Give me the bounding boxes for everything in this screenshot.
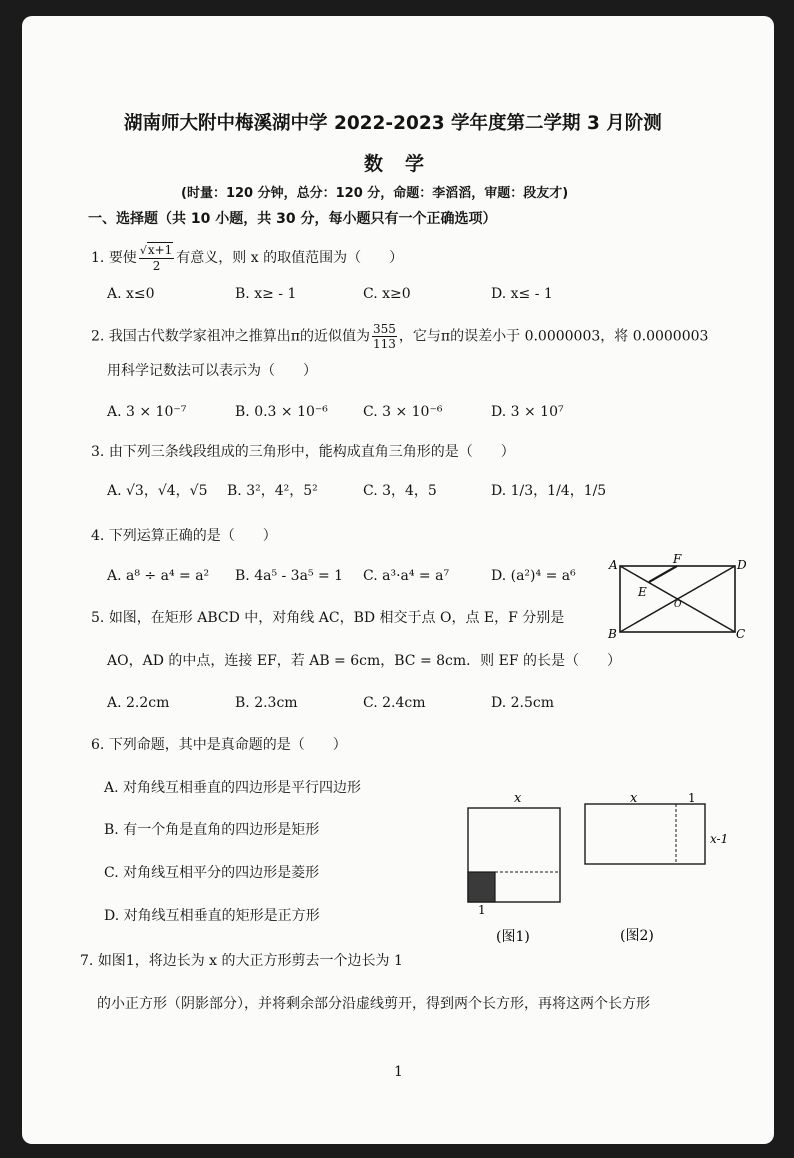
fig2-caption: (图2) bbox=[620, 928, 654, 944]
option-d[interactable]: D. (a²)⁴ = a⁶ bbox=[491, 568, 576, 584]
question-text: 要使 bbox=[108, 250, 137, 266]
option-c[interactable]: C. 对角线互相平分的四边形是菱形 bbox=[104, 865, 320, 881]
segment-ef bbox=[649, 566, 677, 582]
question-text: 如图，在矩形 ABCD 中，对角线 AC，BD 相交于点 O，点 E，F 分别是 bbox=[108, 610, 565, 626]
fraction: $\frac{√x+1}{2}$ bbox=[139, 243, 173, 273]
option-c[interactable]: C. x≥0 bbox=[363, 286, 411, 302]
page-number: 1 bbox=[394, 1064, 403, 1080]
option-c[interactable]: C. 3 × 10⁻⁶ bbox=[363, 404, 443, 420]
option-b[interactable]: B. 3²，4²，5² bbox=[227, 483, 318, 499]
question-text: 如图1，将边长为 x 的大正方形剪去一个边长为 1 bbox=[97, 953, 403, 969]
question-text: 有意义，则 x 的取值范围为（ ） bbox=[176, 250, 404, 266]
question-text: 我国古代数学家祖冲之推算出π的近似值为 bbox=[108, 328, 371, 345]
question-number: 4. bbox=[91, 528, 105, 544]
fraction bbox=[372, 322, 397, 351]
label-c: C bbox=[736, 627, 746, 641]
square-cut-figures bbox=[460, 788, 760, 950]
fraction-denominator: 2 bbox=[152, 259, 161, 273]
label-a: A bbox=[609, 558, 618, 572]
question-3-options bbox=[107, 482, 619, 500]
option-d[interactable]: D. x≤ - 1 bbox=[491, 286, 553, 302]
question-1 bbox=[91, 243, 403, 273]
question-number: 3. bbox=[91, 444, 105, 460]
question-5 bbox=[91, 609, 564, 627]
fig2-side-x-minus-1: x-1 bbox=[710, 832, 729, 846]
question-number: 6. bbox=[91, 737, 105, 753]
option-b[interactable]: B. 0.3 × 10⁻⁶ bbox=[235, 404, 328, 420]
fraction-denominator: 113 bbox=[373, 337, 396, 351]
exam-title: 湖南师大附中梅溪湖中学 2022-2023 学年度第二学期 3 月阶测 bbox=[124, 113, 662, 134]
option-a[interactable]: A. 2.2cm bbox=[107, 695, 170, 711]
option-d[interactable]: D. 1/3，1/4，1/5 bbox=[491, 483, 607, 499]
option-a[interactable]: A. 对角线互相垂直的四边形是平行四边形 bbox=[104, 780, 362, 796]
fig1-caption: (图1) bbox=[496, 929, 530, 945]
option-d[interactable]: D. 3 × 10⁷ bbox=[491, 404, 564, 420]
fig2-side-x: x bbox=[630, 791, 638, 806]
fig1-side-one: 1 bbox=[478, 903, 486, 917]
fig1-side-x: x bbox=[514, 791, 522, 806]
label-b: B bbox=[608, 627, 617, 641]
fig2-rectangle bbox=[585, 804, 705, 864]
option-c[interactable]: C. 2.4cm bbox=[363, 695, 426, 711]
question-5-line2: AO，AD 的中点，连接 EF，若 AB = 6cm，BC = 8cm．则 EF 的长是（ ） bbox=[107, 653, 622, 669]
option-c[interactable]: C. a³·a⁴ = a⁷ bbox=[363, 568, 450, 584]
question-6 bbox=[91, 736, 347, 754]
subject-heading: 数学 bbox=[364, 153, 447, 175]
option-a[interactable]: A. a⁸ ÷ a⁴ = a² bbox=[107, 568, 210, 584]
question-4 bbox=[91, 527, 277, 545]
section-heading: 一、选择题（共 10 小题，共 30 分，每小题只有一个正确选项） bbox=[88, 211, 497, 227]
option-b[interactable]: B. x≥ - 1 bbox=[235, 286, 297, 302]
fig2-side-one: 1 bbox=[688, 791, 696, 805]
question-number: 1. bbox=[91, 250, 105, 266]
label-o: O bbox=[674, 600, 682, 610]
question-text: 由下列三条线段组成的三角形中，能构成直角三角形的是（ ） bbox=[108, 444, 515, 460]
fraction-numerator: 355 bbox=[373, 322, 396, 336]
option-d[interactable]: D. 2.5cm bbox=[491, 695, 555, 711]
question-1-options bbox=[107, 285, 619, 303]
question-2 bbox=[91, 322, 708, 351]
option-b[interactable]: B. 4a⁵ - 3a⁵ = 1 bbox=[235, 568, 344, 584]
question-text: 下列运算正确的是（ ） bbox=[108, 528, 277, 544]
option-c[interactable]: C. 3，4，5 bbox=[363, 483, 437, 499]
fraction-numerator: x+1 bbox=[147, 243, 173, 257]
option-d[interactable]: D. 对角线互相垂直的矩形是正方形 bbox=[104, 908, 320, 924]
exam-info: (时量：120 分钟，总分：120 分，命题：李滔滔，审题：段友才) bbox=[181, 186, 569, 201]
question-number: 2. bbox=[91, 328, 105, 345]
question-number: 7. bbox=[80, 953, 94, 969]
option-a[interactable]: A. √3，√4，√5 bbox=[107, 483, 208, 499]
question-4-options bbox=[107, 567, 619, 585]
option-a[interactable]: A. x≤0 bbox=[107, 286, 155, 302]
fig1-shaded-square bbox=[468, 872, 495, 902]
question-5-options bbox=[107, 694, 619, 712]
option-b[interactable]: B. 有一个角是直角的四边形是矩形 bbox=[104, 822, 320, 838]
question-text: ，它与π的误差小于 0.0000003，将 0.0000003 bbox=[398, 328, 709, 345]
option-a[interactable]: A. 3 × 10⁻⁷ bbox=[107, 404, 187, 420]
question-text: 下列命题，其中是真命题的是（ ） bbox=[108, 737, 347, 753]
option-b[interactable]: B. 2.3cm bbox=[235, 695, 298, 711]
rectangle-abcd-figure bbox=[604, 552, 750, 642]
question-number: 5. bbox=[91, 610, 105, 626]
label-f: F bbox=[673, 552, 682, 566]
label-d: D bbox=[737, 558, 747, 572]
question-2-line2: 用科学记数法可以表示为（ ） bbox=[107, 363, 317, 379]
question-3 bbox=[91, 443, 515, 461]
label-e: E bbox=[638, 585, 647, 599]
question-2-options bbox=[107, 403, 619, 421]
question-7-line2: 的小正方形（阴影部分），并将剩余部分沿虚线剪开，得到两个长方形，再将这两个长方形 bbox=[97, 996, 650, 1012]
question-7 bbox=[80, 952, 403, 970]
